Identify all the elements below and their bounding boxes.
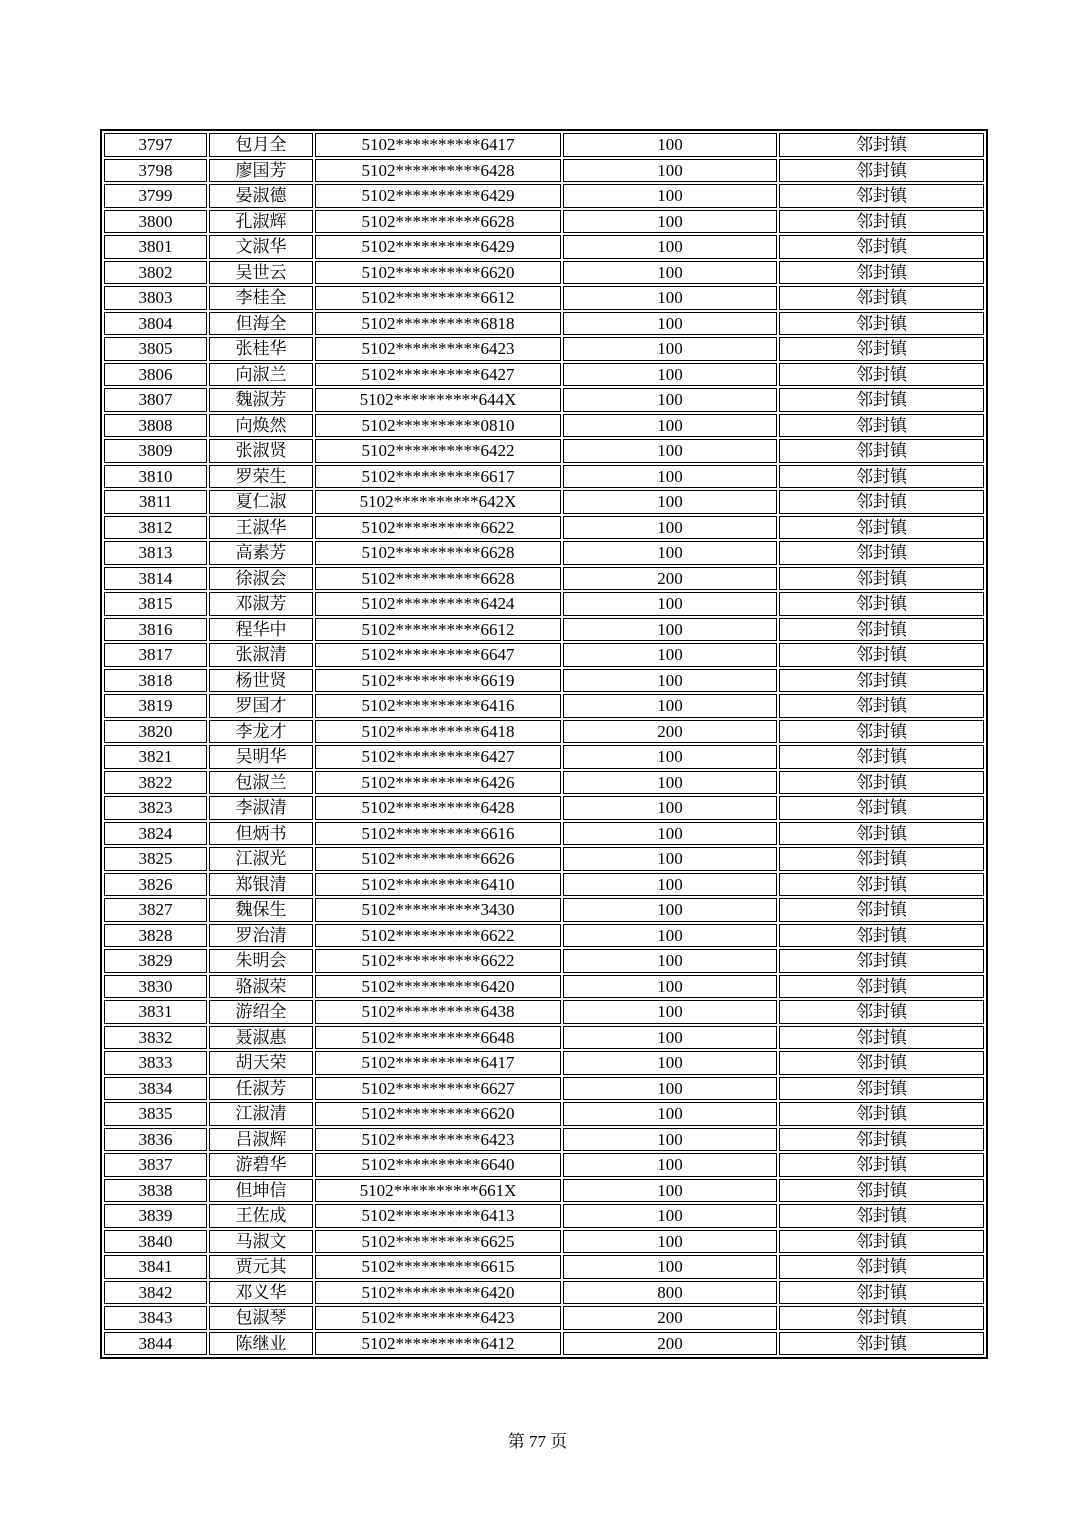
table-row	[104, 1077, 984, 1101]
cell-id-number: 5102**********6427	[315, 745, 561, 769]
table-row	[104, 1026, 984, 1050]
cell-amount: 100	[563, 286, 777, 310]
cell-town: 邻封镇	[779, 694, 984, 718]
table-row	[104, 873, 984, 897]
cell-serial-number: 3821	[104, 745, 207, 769]
cell-serial-number: 3822	[104, 771, 207, 795]
cell-serial-number: 3840	[104, 1230, 207, 1254]
table-row	[104, 771, 984, 795]
cell-amount: 100	[563, 414, 777, 438]
cell-town: 邻封镇	[779, 873, 984, 897]
cell-town: 邻封镇	[779, 159, 984, 183]
cell-person-name: 游碧华	[209, 1153, 313, 1177]
cell-amount: 100	[563, 1128, 777, 1152]
cell-id-number: 5102**********6616	[315, 822, 561, 846]
cell-serial-number: 3819	[104, 694, 207, 718]
table-row	[104, 567, 984, 591]
cell-town: 邻封镇	[779, 337, 984, 361]
cell-town: 邻封镇	[779, 796, 984, 820]
cell-id-number: 5102**********6625	[315, 1230, 561, 1254]
cell-serial-number: 3835	[104, 1102, 207, 1126]
cell-town: 邻封镇	[779, 1332, 984, 1356]
cell-person-name: 罗荣生	[209, 465, 313, 489]
cell-id-number: 5102**********6413	[315, 1204, 561, 1228]
table-row	[104, 516, 984, 540]
cell-town: 邻封镇	[779, 669, 984, 693]
cell-amount: 100	[563, 618, 777, 642]
table-body	[104, 133, 984, 1355]
cell-id-number: 5102**********6615	[315, 1255, 561, 1279]
table-row	[104, 1051, 984, 1075]
cell-serial-number: 3806	[104, 363, 207, 387]
cell-serial-number: 3836	[104, 1128, 207, 1152]
cell-id-number: 5102**********6640	[315, 1153, 561, 1177]
table-row	[104, 286, 984, 310]
cell-amount: 100	[563, 363, 777, 387]
cell-id-number: 5102**********6420	[315, 1281, 561, 1305]
cell-id-number: 5102**********6422	[315, 439, 561, 463]
cell-person-name: 魏淑芳	[209, 388, 313, 412]
cell-person-name: 陈继业	[209, 1332, 313, 1356]
cell-id-number: 5102**********6620	[315, 261, 561, 285]
cell-serial-number: 3797	[104, 133, 207, 157]
cell-id-number: 5102**********6818	[315, 312, 561, 336]
beneficiary-table	[100, 129, 988, 1359]
cell-town: 邻封镇	[779, 1204, 984, 1228]
cell-serial-number: 3825	[104, 847, 207, 871]
cell-amount: 100	[563, 312, 777, 336]
cell-amount: 100	[563, 1102, 777, 1126]
cell-town: 邻封镇	[779, 1179, 984, 1203]
cell-id-number: 5102**********6417	[315, 133, 561, 157]
cell-town: 邻封镇	[779, 745, 984, 769]
table-row	[104, 1255, 984, 1279]
cell-id-number: 5102**********6426	[315, 771, 561, 795]
cell-amount: 100	[563, 516, 777, 540]
cell-town: 邻封镇	[779, 1153, 984, 1177]
cell-amount: 100	[563, 898, 777, 922]
cell-serial-number: 3820	[104, 720, 207, 744]
cell-id-number: 5102**********6622	[315, 924, 561, 948]
cell-id-number: 5102**********6423	[315, 337, 561, 361]
cell-serial-number: 3844	[104, 1332, 207, 1356]
cell-town: 邻封镇	[779, 210, 984, 234]
cell-id-number: 5102**********6428	[315, 159, 561, 183]
cell-serial-number: 3802	[104, 261, 207, 285]
cell-town: 邻封镇	[779, 771, 984, 795]
cell-town: 邻封镇	[779, 592, 984, 616]
cell-serial-number: 3830	[104, 975, 207, 999]
cell-amount: 100	[563, 771, 777, 795]
cell-person-name: 夏仁淑	[209, 490, 313, 514]
cell-person-name: 江淑光	[209, 847, 313, 871]
cell-amount: 100	[563, 439, 777, 463]
cell-person-name: 吕淑辉	[209, 1128, 313, 1152]
table-row	[104, 949, 984, 973]
cell-amount: 100	[563, 745, 777, 769]
cell-person-name: 游绍全	[209, 1000, 313, 1024]
cell-id-number: 5102**********6647	[315, 643, 561, 667]
cell-person-name: 马淑文	[209, 1230, 313, 1254]
cell-town: 邻封镇	[779, 924, 984, 948]
cell-person-name: 张桂华	[209, 337, 313, 361]
cell-amount: 100	[563, 1230, 777, 1254]
table-row	[104, 337, 984, 361]
cell-id-number: 5102**********6626	[315, 847, 561, 871]
cell-person-name: 文淑华	[209, 235, 313, 259]
cell-serial-number: 3805	[104, 337, 207, 361]
cell-serial-number: 3817	[104, 643, 207, 667]
cell-serial-number: 3804	[104, 312, 207, 336]
table-row	[104, 363, 984, 387]
cell-serial-number: 3839	[104, 1204, 207, 1228]
table-row	[104, 618, 984, 642]
table-row	[104, 235, 984, 259]
cell-id-number: 5102**********6410	[315, 873, 561, 897]
cell-amount: 200	[563, 1306, 777, 1330]
table-row	[104, 261, 984, 285]
cell-amount: 100	[563, 261, 777, 285]
cell-town: 邻封镇	[779, 363, 984, 387]
table-row	[104, 1281, 984, 1305]
table-row	[104, 1306, 984, 1330]
cell-person-name: 罗治清	[209, 924, 313, 948]
cell-town: 邻封镇	[779, 261, 984, 285]
table-row	[104, 694, 984, 718]
cell-person-name: 吴世云	[209, 261, 313, 285]
cell-person-name: 李龙才	[209, 720, 313, 744]
cell-id-number: 5102**********6412	[315, 1332, 561, 1356]
cell-amount: 100	[563, 337, 777, 361]
cell-person-name: 王佐成	[209, 1204, 313, 1228]
table-row	[104, 720, 984, 744]
cell-person-name: 高素芳	[209, 541, 313, 565]
cell-id-number: 5102**********6619	[315, 669, 561, 693]
cell-town: 邻封镇	[779, 1230, 984, 1254]
table-row	[104, 1204, 984, 1228]
cell-amount: 100	[563, 133, 777, 157]
cell-town: 邻封镇	[779, 1306, 984, 1330]
table-row	[104, 1000, 984, 1024]
cell-serial-number: 3798	[104, 159, 207, 183]
cell-amount: 100	[563, 1153, 777, 1177]
cell-id-number: 5102**********6424	[315, 592, 561, 616]
cell-serial-number: 3832	[104, 1026, 207, 1050]
cell-person-name: 孔淑辉	[209, 210, 313, 234]
table-row	[104, 133, 984, 157]
cell-id-number: 5102**********661X	[315, 1179, 561, 1203]
cell-town: 邻封镇	[779, 184, 984, 208]
cell-amount: 100	[563, 541, 777, 565]
cell-id-number: 5102**********6612	[315, 286, 561, 310]
cell-person-name: 罗国才	[209, 694, 313, 718]
cell-amount: 100	[563, 1000, 777, 1024]
cell-person-name: 张淑清	[209, 643, 313, 667]
table-row	[104, 1102, 984, 1126]
cell-serial-number: 3834	[104, 1077, 207, 1101]
cell-amount: 200	[563, 1332, 777, 1356]
cell-serial-number: 3801	[104, 235, 207, 259]
cell-person-name: 向淑兰	[209, 363, 313, 387]
table-row	[104, 898, 984, 922]
cell-id-number: 5102**********642X	[315, 490, 561, 514]
table-row	[104, 669, 984, 693]
table-row	[104, 541, 984, 565]
cell-amount: 100	[563, 210, 777, 234]
cell-serial-number: 3827	[104, 898, 207, 922]
cell-town: 邻封镇	[779, 1255, 984, 1279]
cell-town: 邻封镇	[779, 541, 984, 565]
cell-town: 邻封镇	[779, 1026, 984, 1050]
table-row	[104, 592, 984, 616]
cell-town: 邻封镇	[779, 490, 984, 514]
cell-serial-number: 3809	[104, 439, 207, 463]
table-row	[104, 210, 984, 234]
cell-id-number: 5102**********6628	[315, 210, 561, 234]
table-row	[104, 465, 984, 489]
cell-amount: 200	[563, 720, 777, 744]
cell-serial-number: 3803	[104, 286, 207, 310]
cell-person-name: 郑银清	[209, 873, 313, 897]
cell-id-number: 5102**********6416	[315, 694, 561, 718]
cell-amount: 100	[563, 924, 777, 948]
cell-serial-number: 3823	[104, 796, 207, 820]
cell-id-number: 5102**********6417	[315, 1051, 561, 1075]
cell-person-name: 骆淑荣	[209, 975, 313, 999]
table-row	[104, 1230, 984, 1254]
cell-id-number: 5102**********6627	[315, 1077, 561, 1101]
cell-id-number: 5102**********6648	[315, 1026, 561, 1050]
cell-person-name: 邓义华	[209, 1281, 313, 1305]
cell-amount: 100	[563, 873, 777, 897]
cell-person-name: 包淑琴	[209, 1306, 313, 1330]
cell-id-number: 5102**********6622	[315, 516, 561, 540]
table-row	[104, 439, 984, 463]
cell-serial-number: 3808	[104, 414, 207, 438]
cell-id-number: 5102**********0810	[315, 414, 561, 438]
cell-serial-number: 3824	[104, 822, 207, 846]
cell-id-number: 5102**********6429	[315, 235, 561, 259]
cell-person-name: 任淑芳	[209, 1077, 313, 1101]
cell-amount: 200	[563, 567, 777, 591]
cell-serial-number: 3841	[104, 1255, 207, 1279]
cell-serial-number: 3842	[104, 1281, 207, 1305]
cell-person-name: 杨世贤	[209, 669, 313, 693]
cell-amount: 100	[563, 1204, 777, 1228]
cell-serial-number: 3828	[104, 924, 207, 948]
cell-person-name: 但坤信	[209, 1179, 313, 1203]
table-row	[104, 643, 984, 667]
cell-town: 邻封镇	[779, 414, 984, 438]
cell-serial-number: 3829	[104, 949, 207, 973]
cell-id-number: 5102**********6418	[315, 720, 561, 744]
cell-person-name: 但炳书	[209, 822, 313, 846]
cell-serial-number: 3815	[104, 592, 207, 616]
table-row	[104, 796, 984, 820]
cell-person-name: 邓淑芳	[209, 592, 313, 616]
table-row	[104, 1179, 984, 1203]
cell-town: 邻封镇	[779, 133, 984, 157]
cell-id-number: 5102**********3430	[315, 898, 561, 922]
cell-person-name: 徐淑会	[209, 567, 313, 591]
cell-town: 邻封镇	[779, 312, 984, 336]
cell-person-name: 吴明华	[209, 745, 313, 769]
table-row	[104, 975, 984, 999]
cell-serial-number: 3800	[104, 210, 207, 234]
cell-serial-number: 3838	[104, 1179, 207, 1203]
cell-serial-number: 3833	[104, 1051, 207, 1075]
cell-serial-number: 3810	[104, 465, 207, 489]
cell-town: 邻封镇	[779, 975, 984, 999]
cell-id-number: 5102**********6420	[315, 975, 561, 999]
cell-amount: 100	[563, 159, 777, 183]
cell-person-name: 但海全	[209, 312, 313, 336]
cell-amount: 100	[563, 1255, 777, 1279]
cell-person-name: 王淑华	[209, 516, 313, 540]
cell-person-name: 魏保生	[209, 898, 313, 922]
cell-id-number: 5102**********6427	[315, 363, 561, 387]
cell-amount: 100	[563, 465, 777, 489]
cell-person-name: 向焕然	[209, 414, 313, 438]
cell-person-name: 程华中	[209, 618, 313, 642]
cell-id-number: 5102**********644X	[315, 388, 561, 412]
cell-amount: 100	[563, 388, 777, 412]
cell-id-number: 5102**********6428	[315, 796, 561, 820]
cell-town: 邻封镇	[779, 822, 984, 846]
cell-town: 邻封镇	[779, 1102, 984, 1126]
cell-id-number: 5102**********6438	[315, 1000, 561, 1024]
cell-amount: 100	[563, 184, 777, 208]
cell-amount: 100	[563, 490, 777, 514]
cell-amount: 100	[563, 949, 777, 973]
cell-town: 邻封镇	[779, 847, 984, 871]
cell-town: 邻封镇	[779, 1281, 984, 1305]
cell-serial-number: 3807	[104, 388, 207, 412]
cell-town: 邻封镇	[779, 567, 984, 591]
cell-amount: 100	[563, 1026, 777, 1050]
cell-town: 邻封镇	[779, 949, 984, 973]
cell-serial-number: 3814	[104, 567, 207, 591]
cell-person-name: 聂淑惠	[209, 1026, 313, 1050]
table-row	[104, 490, 984, 514]
cell-amount: 100	[563, 847, 777, 871]
cell-person-name: 包月全	[209, 133, 313, 157]
cell-person-name: 江淑清	[209, 1102, 313, 1126]
cell-person-name: 李桂全	[209, 286, 313, 310]
cell-serial-number: 3818	[104, 669, 207, 693]
cell-id-number: 5102**********6620	[315, 1102, 561, 1126]
table-row	[104, 388, 984, 412]
cell-serial-number: 3816	[104, 618, 207, 642]
table-row	[104, 184, 984, 208]
cell-id-number: 5102**********6628	[315, 541, 561, 565]
cell-person-name: 廖国芳	[209, 159, 313, 183]
cell-person-name: 张淑贤	[209, 439, 313, 463]
cell-amount: 100	[563, 975, 777, 999]
table-row	[104, 414, 984, 438]
cell-person-name: 包淑兰	[209, 771, 313, 795]
cell-town: 邻封镇	[779, 388, 984, 412]
table-row	[104, 822, 984, 846]
cell-amount: 100	[563, 669, 777, 693]
cell-town: 邻封镇	[779, 720, 984, 744]
cell-serial-number: 3799	[104, 184, 207, 208]
table-row	[104, 745, 984, 769]
cell-town: 邻封镇	[779, 618, 984, 642]
cell-id-number: 5102**********6617	[315, 465, 561, 489]
cell-amount: 100	[563, 643, 777, 667]
cell-serial-number: 3843	[104, 1306, 207, 1330]
cell-id-number: 5102**********6423	[315, 1128, 561, 1152]
cell-person-name: 胡天荣	[209, 1051, 313, 1075]
cell-town: 邻封镇	[779, 465, 984, 489]
cell-amount: 100	[563, 1051, 777, 1075]
cell-serial-number: 3811	[104, 490, 207, 514]
cell-town: 邻封镇	[779, 1051, 984, 1075]
cell-id-number: 5102**********6429	[315, 184, 561, 208]
cell-person-name: 晏淑德	[209, 184, 313, 208]
cell-town: 邻封镇	[779, 286, 984, 310]
page-footer: 第 77 页	[507, 1432, 568, 1451]
cell-town: 邻封镇	[779, 1077, 984, 1101]
cell-town: 邻封镇	[779, 516, 984, 540]
cell-serial-number: 3812	[104, 516, 207, 540]
cell-amount: 100	[563, 694, 777, 718]
cell-town: 邻封镇	[779, 643, 984, 667]
table-row	[104, 1128, 984, 1152]
cell-person-name: 朱明会	[209, 949, 313, 973]
cell-person-name: 贾元其	[209, 1255, 313, 1279]
cell-serial-number: 3831	[104, 1000, 207, 1024]
table-row	[104, 1153, 984, 1177]
cell-amount: 100	[563, 1077, 777, 1101]
cell-town: 邻封镇	[779, 898, 984, 922]
table-row	[104, 1332, 984, 1356]
cell-id-number: 5102**********6628	[315, 567, 561, 591]
cell-amount: 100	[563, 592, 777, 616]
cell-town: 邻封镇	[779, 439, 984, 463]
table-row	[104, 847, 984, 871]
table-row	[104, 924, 984, 948]
table-row	[104, 159, 984, 183]
cell-person-name: 李淑清	[209, 796, 313, 820]
cell-amount: 100	[563, 796, 777, 820]
cell-id-number: 5102**********6423	[315, 1306, 561, 1330]
cell-amount: 100	[563, 822, 777, 846]
cell-serial-number: 3813	[104, 541, 207, 565]
cell-id-number: 5102**********6612	[315, 618, 561, 642]
table-row	[104, 312, 984, 336]
cell-serial-number: 3826	[104, 873, 207, 897]
cell-serial-number: 3837	[104, 1153, 207, 1177]
cell-town: 邻封镇	[779, 235, 984, 259]
cell-amount: 800	[563, 1281, 777, 1305]
cell-id-number: 5102**********6622	[315, 949, 561, 973]
cell-amount: 100	[563, 235, 777, 259]
cell-amount: 100	[563, 1179, 777, 1203]
cell-town: 邻封镇	[779, 1000, 984, 1024]
cell-town: 邻封镇	[779, 1128, 984, 1152]
